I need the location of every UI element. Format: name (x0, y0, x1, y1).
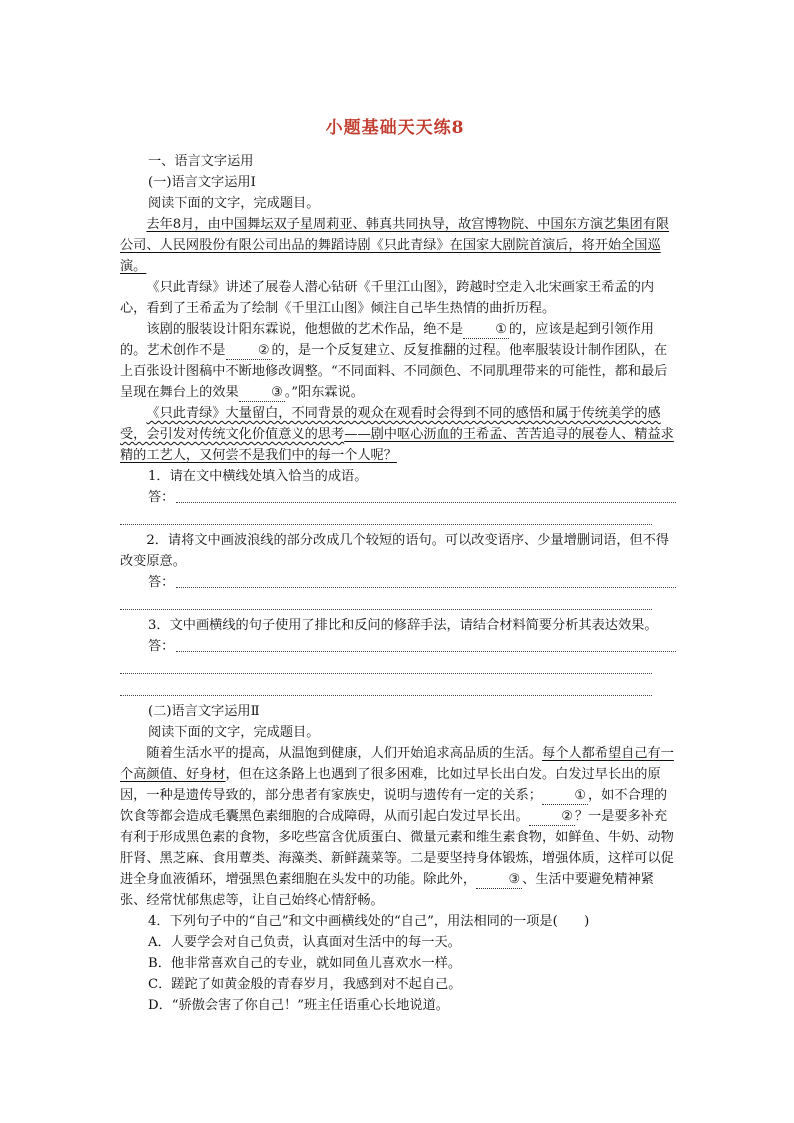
part2-instruction: 阅读下面的文字，完成题目。 (148, 725, 320, 740)
question-1: 1．请在文中横线处填入恰当的成语。 (148, 469, 368, 484)
page-title: 小题基础天天练8 (325, 118, 465, 138)
question-3: 3．文中画横线的句子使用了排比和反问的修辞手法，请结合材料简要分析其表达效果。 (148, 618, 658, 633)
answer-line-3-cont2[interactable] (120, 679, 652, 696)
answer-line-1[interactable] (148, 487, 676, 508)
blank-3[interactable]: ③ (476, 872, 522, 889)
straight-underlined-text: ——剧中呕心沥血的王希孟、苦苦追寻的展卷人、精益求精的工艺人，又何尝不是我们中的每一个人呢？ (120, 427, 674, 463)
blank-1[interactable]: ① (463, 322, 509, 339)
answer-line-2[interactable] (148, 572, 676, 593)
answer-label: 答： (148, 575, 175, 590)
part1-instruction: 阅读下面的文字，完成题目。 (148, 196, 320, 211)
part1-heading: (一)语言文字运用Ⅰ (148, 175, 256, 190)
part1-paragraph-2: 《只此青绿》讲述了展卷人潜心钻研《千里江山图》，跨越时空走入北宋画家王希孟的内心，看到了王希孟为了绘制《千里江山图》倾注自己毕生热情的曲折历程。 (120, 280, 655, 316)
blank-1[interactable]: ① (542, 788, 588, 805)
answer-line-2-cont[interactable] (120, 593, 652, 610)
option-d[interactable]: D．“骄傲会害了你自己！”班主任语重心长地说道。 (148, 998, 449, 1013)
answer-label: 答： (148, 639, 175, 654)
straight-underlined-text: 每个人都希望自己有一个高颜值、好身材 (120, 746, 674, 782)
question-4-stem: 4．下列句子中的“自己”和文中画横线处的“自己”，用法相同的一项是( ) (148, 914, 590, 929)
section-heading: 一、语言文字运用 (148, 154, 254, 169)
question-2: 2．请将文中画波浪线的部分改成几个较短的语句。可以改变语序、少量增删词语，但不得改变原意。 (120, 533, 670, 569)
part2-paragraph: 随着生活水平的提高，从温饱到健康，人们开始追求高品质的生活。每个人都希望自己有一个高颜值、好身材，但在这条路上也遇到了很多困难，比如过早长出白发。白发过早长出的原因，一种是遗传导致的，部分患者有家族史，说明与遗传有一定的关系； ① ，如不合理的饮食等都会造成毛囊黑色素细胞的合成障碍，从而引起白发过早长出。 ② ？一是要多补充有利于形成黑色素的食物，多吃些富含优质蛋白、微量元素和维生素食物，如鲜鱼、牛奶、动物肝肾、黑芝麻、食用蕈类、海藻类、新鲜蔬菜等。二是要坚持身体锻炼，增强体质，这样可以促进全身血液循环，增强黑色素细胞在头发中的功能。除此外， ③ 、生活中要避免精神紧张、经常忧郁焦虑等，让自己始终心情舒畅。 (120, 746, 674, 908)
part1-paragraph-1 (120, 214, 676, 277)
answer-line-3[interactable] (148, 636, 676, 657)
answer-line-1-cont[interactable] (120, 508, 652, 525)
wavy-underlined-text: 《只此青绿》大量留白，不同背景的观众在观看时会得到不同的感悟和属于传统美学的感受，会引发对传统文化价值意义的思考 (120, 406, 661, 442)
blank-2[interactable]: ② (226, 343, 272, 360)
blank-3[interactable]: ③ (239, 385, 285, 402)
part1-paragraph-4 (120, 403, 676, 466)
worksheet-page (120, 118, 676, 1016)
straight-underlined-text: 去年8月，由中国舞坛双子星周莉亚、韩真共同执导，故宫博物院、中国东方演艺集团有限公司、人民网股份有限公司出品的舞蹈诗剧《只此青绿》在国家大剧院首演后，将开始全国巡演。 (120, 217, 670, 274)
answer-line-3-cont[interactable] (120, 657, 652, 674)
answer-label: 答： (148, 490, 175, 505)
option-a[interactable]: A．人要学会对自己负责，认真面对生活中的每一天。 (148, 935, 461, 950)
option-c[interactable]: C．蹉跎了如黄金般的青春岁月，我感到对不起自己。 (148, 977, 462, 992)
option-b[interactable]: B．他非常喜欢自己的专业，就如同鱼儿喜欢水一样。 (148, 956, 462, 971)
part1-paragraph-3: 该剧的服装设计阳东霖说，他想做的艺术作品，绝不是 ① 的，应该是起到引领作用的。艺术创作不是 ② 的，是一个反复建立、反复推翻的过程。他率服装设计制作团队，在上百张设计图稿中不断地修改调整。“不同面料、不同颜色、不同肌理带来的可能性，都和最后呈现在舞台上的效果 ③ 。”阳东霖说。 (120, 322, 668, 400)
blank-2[interactable]: ② (529, 809, 575, 826)
part2-heading: (二)语言文字运用Ⅱ (148, 704, 260, 719)
